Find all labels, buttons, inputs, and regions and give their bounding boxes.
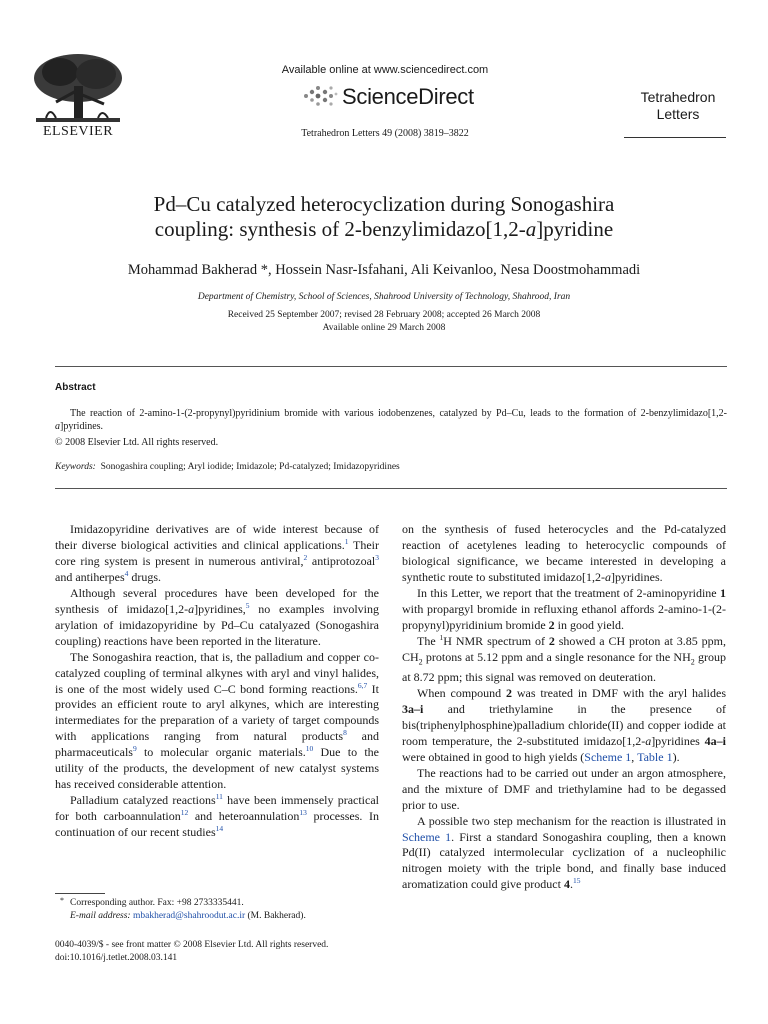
ref-link[interactable]: 14: [215, 824, 224, 834]
scheme-link[interactable]: Scheme 1: [584, 749, 632, 764]
ref-link[interactable]: 12: [180, 808, 189, 818]
keywords: [55, 462, 400, 472]
ref-link[interactable]: 10: [305, 744, 314, 754]
abstract-text: [55, 408, 727, 433]
footnote-star: *: [60, 896, 64, 905]
journal-citation: Tetrahedron Letters 49 (2008) 3819–3822: [301, 128, 469, 139]
paragraph: The Sonogashira reaction, that is, the palladium and copper co-catalyzed coupling of terminal alkynes with aryl and vinyl halides, is one of the most widely used C–C bond forming reactions.$^{6,7}$ It provides an efficient route to aryl alkynes, which are interesting intermediates for the preparation of a variety of target compounds with applications ranging from natural products$^8$ and pharmaceuticals$^9$ to molecular organic materials.$^{10}$ Due to the utility of the products, the development of new catalyst systems has received considerable attention.: [55, 649, 379, 792]
paragraph: Although several procedures have been developed for the synthesis of imidazo[1,2-a]pyridines,$^5$ no examples involving arylation of imidazopyridine by Pd–Cu catalyazed (Sonogashira coupling) reactions have been reported in the literature.: [55, 585, 379, 648]
body-column-left: [55, 522, 379, 841]
ref-link[interactable]: 2: [303, 552, 308, 562]
email-suffix: (M. Bakherad).: [245, 911, 306, 921]
abstract-top-rule: [55, 366, 727, 367]
ref-link[interactable]: 6,7: [357, 680, 368, 690]
corresponding-author: Corresponding author. Fax: +98 2733335441.: [70, 898, 244, 908]
paragraph: Palladium catalyzed reactions$^{11}$ have been immensely practical for both carboannulation$^{12}$ and heteroannulation$^{13}$ processes. In continuation of our recent studies$^{14}$: [55, 792, 379, 840]
journal-name-line2: Letters: [656, 106, 700, 122]
email-link[interactable]: mbakherad@shahroodut.ac.ir: [132, 911, 246, 921]
title-line-1: Pd–Cu catalyzed heterocyclization during Sonogashira: [153, 192, 615, 216]
journal-name-line1: Tetrahedron: [640, 89, 716, 105]
ref-link[interactable]: 5: [245, 600, 250, 610]
paragraph: on the synthesis of fused heterocycles and the Pd-catalyzed reaction of acetylenes leading to heterocyclic compounds of biological significance, we became interested in developing a synthetic route to substituted imidazo[1,2-a]pyridines.: [402, 522, 726, 584]
ref-link[interactable]: 3: [375, 552, 379, 562]
footnote-rule: [55, 893, 105, 894]
title-text: coupling: synthesis of 2-benzylimidazo[1,2-: [154, 217, 526, 241]
ref-link[interactable]: 8: [343, 728, 347, 738]
publisher-name: ELSEVIER: [42, 124, 114, 139]
paragraph: The reactions had to be carried out under an argon atmosphere, and the mixture of DMF and triethylamine had to be degassed prior to use.: [402, 765, 726, 812]
author-list: Mohammad Bakherad *, Hossein Nasr-Isfahani, Ali Keivanloo, Nesa Doostmohammadi: [127, 262, 641, 278]
paragraph: In this Letter, we report that the treatment of 2-aminopyridine 1 with propargyl bromide in refluxing ethanol affords 2-amino-1-(2-propynyl)pyridinium bromide 2 in good yield.: [402, 585, 726, 632]
body-column-right: [402, 522, 726, 893]
abstract-copyright: © 2008 Elsevier Ltd. All rights reserved.: [55, 437, 219, 448]
journal-divider: [624, 137, 726, 138]
ref-link[interactable]: 9: [132, 744, 137, 754]
abstract-text-b: ]pyridines.: [60, 420, 104, 432]
sciencedirect-wordmark: ScienceDirect: [342, 84, 474, 109]
paragraph: A possible two step mechanism for the reaction is illustrated in Scheme 1. First a standard Sonogashira coupling, then a known Pd(II) catalyzed intermolecular cyclization of a nucleophilic nitrogen moiety with the triple bond, and finally base induced aromatization could give product 4.15: [402, 813, 726, 892]
ref-link[interactable]: 15: [572, 876, 581, 886]
email-label: E-mail address:: [70, 911, 131, 921]
issn-line: 0040-4039/$ - see front matter © 2008 Elsevier Ltd. All rights reserved.: [55, 940, 329, 950]
table-link[interactable]: Table 1: [637, 749, 673, 764]
ref-link[interactable]: 13: [299, 808, 307, 818]
available-online[interactable]: Available online at www.sciencedirect.com: [281, 64, 489, 76]
paragraph: Imidazopyridine derivatives are of wide interest because of their diverse biological activities and clinical applications.$^1$ Their core ring system is present in numerous antiviral,$^2$ antiprotozoal$^3$ and antiherpes$^4$ drugs.: [55, 522, 379, 584]
keywords-list: Sonogashira coupling; Aryl iodide; Imidazole; Pd-catalyzed; Imidazopyridines: [100, 462, 400, 472]
online-date: Available online 29 March 2008: [322, 323, 446, 333]
paragraph: The $^1$H NMR spectrum of 2 showed a CH proton at 3.85 ppm, $CH_2$ protons at 5.12 ppm and a single resonance for the $NH_2$ group at 8.72 ppm; this signal was removed on deuteration.: [402, 632, 727, 684]
ref-link[interactable]: 1: [344, 536, 349, 546]
title-line-2: [40, 217, 728, 242]
abstract-text-a: The reaction of 2-amino-1-(2-propynyl)pyridinium bromide with various iodobenzenes, catalyzed by Pd–Cu, leads to the formation of 2-benzylimidazo[1,2-: [70, 408, 727, 419]
scheme-link[interactable]: Scheme 1: [402, 829, 452, 844]
email-footnote: [70, 911, 306, 921]
keywords-label: Keywords:: [55, 462, 96, 472]
affiliation: Department of Chemistry, School of Sciences, Shahrood University of Technology, Shahrood, Iran: [197, 292, 571, 302]
article-title: [40, 192, 728, 242]
sciencedirect-dots-icon: [300, 82, 340, 112]
abstract-italic: a: [55, 420, 60, 432]
title-italic: a: [525, 217, 537, 241]
ref-link[interactable]: 11: [215, 792, 223, 802]
journal-name: [624, 89, 732, 123]
received-dates: Received 25 September 2007; revised 28 February 2008; accepted 26 March 2008: [227, 310, 541, 320]
doi-line[interactable]: doi:10.1016/j.tetlet.2008.03.141: [55, 953, 178, 963]
abstract-heading: Abstract: [55, 382, 96, 393]
title-end: ]pyridine: [536, 217, 614, 241]
ref-link[interactable]: 4: [124, 568, 129, 578]
abstract-bottom-rule: [55, 488, 727, 489]
paragraph: When compound 2 was treated in DMF with the aryl halides 3a–i and triethylamine in the presence of bis(triphenylphosphine)palladium chloride(II) and copper iodide at room temperature, the 2-substituted imidazo[1,2-a]pyridines 4a–i were obtained in good to high yields (Scheme 1, Table 1).: [402, 685, 727, 764]
